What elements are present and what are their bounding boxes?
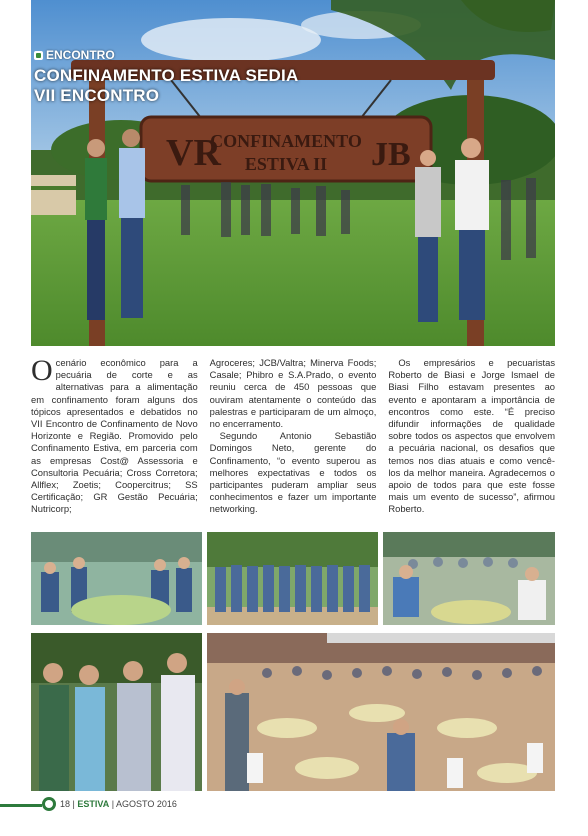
sign-right-mark: JB [371,136,411,173]
sign-left-mark: VR [166,132,221,174]
paragraph [31,354,198,516]
drop-cap: O [31,354,53,387]
footer-text [60,799,177,809]
footer-brand: ESTIVA [77,799,110,809]
paragraph: Agroceres; JCB/Valtra; Minerva Foods; Casale; Phibro e S.A.Prado, o evento reuniu cerca de 450 pessoas que ouviram atentamente o conteúdo das palestras e participaram de um almoço, no encerramento. [209,357,377,430]
photo-group-lineup [207,532,378,625]
footer-bar [0,804,42,807]
paragraph: Os empresários e pecuaristas Roberto de Biasi e Jorge Ismael de Biasi Filho estavam presentes ao evento e apontaram a importância de encontros como este. “É preciso difundir informações de qualidade sobre todos os aspectos que envolvem a pecuária nacional, os desafios que temos nos dias atuais e como vencê-los da melhor maneira. Agradecemos o apoio de todos para que este fosse mais um evento de sucesso”, afirmou Roberto. [388,357,556,515]
photo-lunch-crowd [207,633,555,791]
issue-date: AGOSTO 2016 [116,799,177,809]
headline-line-2: VII ENCONTRO [34,86,160,105]
section-label-text: ENCONTRO [46,48,115,62]
article-column-3 [388,357,555,522]
estiva-logo-icon [42,797,56,811]
photo-attendees-seated [383,532,555,625]
photo-illustration [383,532,555,625]
article-body [31,354,556,522]
photo-illustration [207,532,378,625]
footer-separator: | [70,799,78,809]
photo-illustration [207,633,555,791]
photo-audience-table [31,532,202,625]
paragraph: Segundo Antonio Sebastião Domingos Neto, gerente do Confinamento, “o evento superou as melhores expectativas e todos os participantes puderam ampliar seus conhecimentos e fazer um importante networking. [209,430,377,515]
headline-line-1: CONFINAMENTO ESTIVA SEDIA [34,66,299,85]
photo-illustration [31,633,202,791]
photo-illustration [31,532,202,625]
headline [34,66,374,106]
section-label [34,48,115,62]
article-column-1 [31,354,198,522]
photo-four-men [31,633,202,791]
sign-line-2: ESTIVA II [244,154,328,174]
article-column-2 [210,357,377,522]
section-icon [34,51,43,60]
sign-line-1: CONFINAMENTO [210,131,362,151]
footer-separator: | [109,799,117,809]
page-number: 18 [60,799,71,809]
page-footer [0,797,588,813]
paragraph-text: cenário econômico para a pecuária de corte e as alternativas para a alimentação em confinamento foram alguns dos tópicos apresentados e debatidos no VII Encontro de Confinamento de Novo Horizonte e Região. Promovido pelo Confinamento Estiva, em parceria com as empresas Cost@ Assessoria e Consultoria Pecuária; Cross Corretora; Allflex; Zoetis; Coopercitrus; SS Certificação; GR Gestão Pecuária; Nutricorp; [31,357,198,515]
